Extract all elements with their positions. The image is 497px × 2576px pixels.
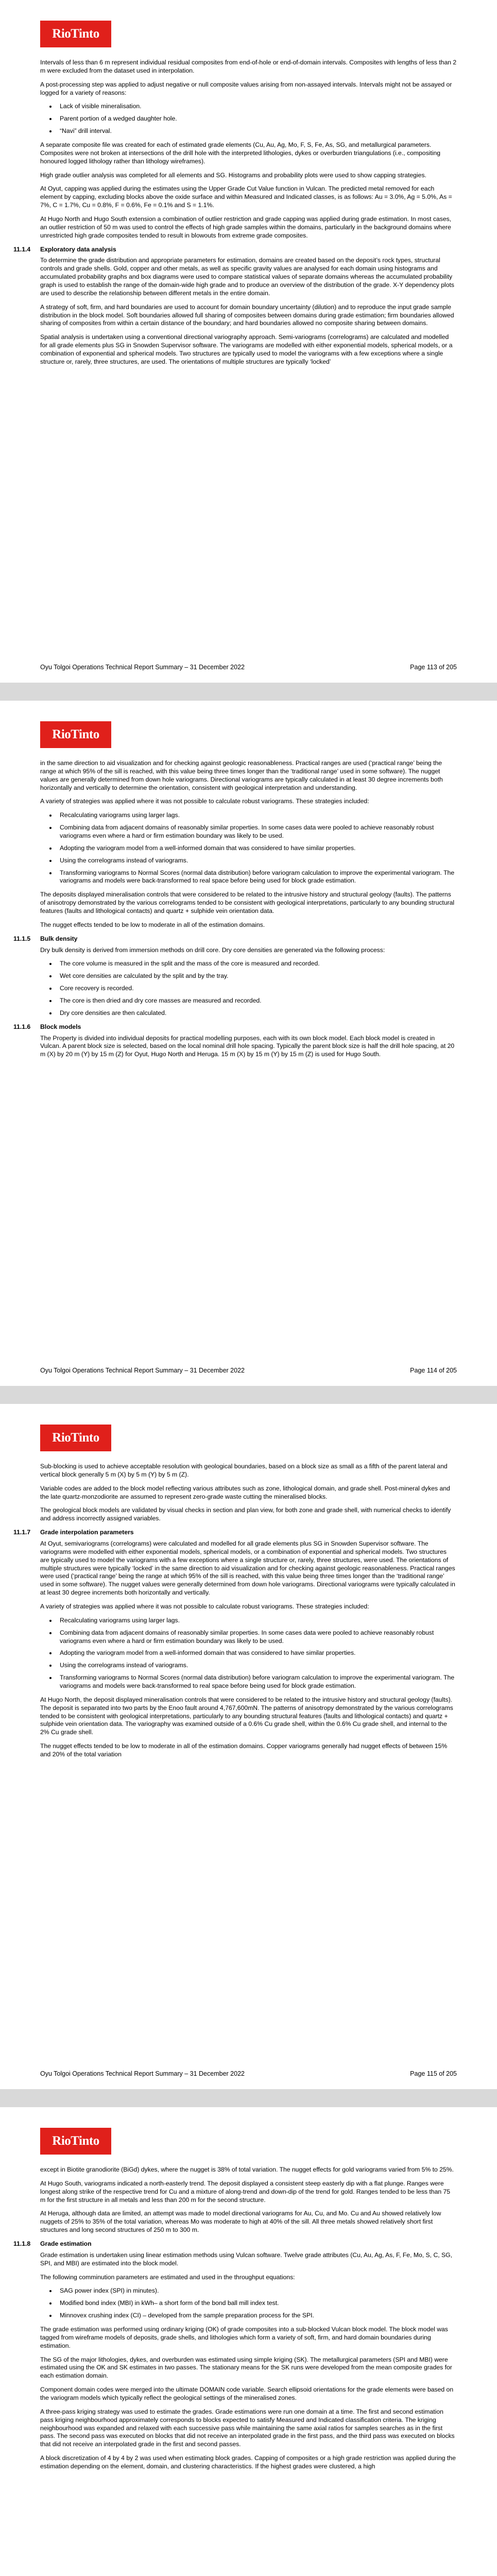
rio-tinto-logo: [40, 2128, 111, 2155]
list-item: • “Navi” drill interval.: [57, 127, 457, 135]
list-item: • SAG power index (SPI) in minutes).: [57, 2287, 457, 2295]
bullet-list: [40, 960, 457, 1017]
report-page-114: [0, 701, 497, 1386]
section-heading: [13, 2240, 457, 2248]
paragraph: Spatial analysis is undertaken using a conventional directional variography approach. Semi-variograms (correlograms) are calculated and modelled for all grade elements plus SG in Snowden Supervisor software. The variograms are modelled with either exponential models, spherical models, or a combination of exponential and spherical models. Two structures are typically used to model the variograms with a few exceptions where a single structure or, rarely, three structures, are used. The orientations of multiple structures are typically ‘locked’: [40, 333, 453, 365]
paragraph: The geological block models are validated by visual checks in section and plan view, for both zone and grade shell, with numerical checks to identify and address incorrectly assigned variables.: [40, 1506, 451, 1522]
section-number: 11.1.5: [13, 935, 31, 942]
paragraph: At Hugo North and Hugo South extension a combination of outlier restriction and grade capping was applied during grade estimation. In most cases, an outlier restriction of 50 m was used to control the effects of high grade samples within the domains, particularly in the background domains where unrestricted high grade composites tended to result in blowouts from extreme grade composites.: [40, 215, 452, 239]
list-item: • Dry core densities are then calculated.: [57, 1009, 457, 1018]
logo-wordmark: [40, 21, 111, 47]
report-page-116: [0, 2107, 497, 2576]
section-title: Bulk density: [40, 935, 78, 942]
section-title: Grade estimation: [40, 2240, 92, 2248]
logo-wordmark: [40, 1425, 111, 1451]
paragraph: Variable codes are added to the block model reflecting various attributes such as zone, lithological domain, and grade shell. Post-mineral dykes and the late quartz-monzodiorite are assumed to represent zero-grade waste cutting the mineralised blocks.: [40, 1484, 450, 1500]
paragraph: Grade estimation is undertaken using linear estimation methods using Vulcan software. Twelve grade attributes (Cu, Au, Ag, As, F, Fe, Mo, S, C, SG, SPI, and MBI) are estimated into the block model.: [40, 2251, 453, 2267]
list-item: • Transforming variograms to Normal Scores (normal data distribution) before variogram calculation to improve the experimental variogram. The variograms and models were back-transformed to real space before being used for block grade estimation.: [57, 1674, 457, 1690]
page-footer: [40, 663, 457, 671]
section-title: Grade interpolation parameters: [40, 1529, 134, 1536]
paragraph: To determine the grade distribution and appropriate parameters for estimation, domains are created based on the deposit’s rock types, structural controls and grade shells. Gold, copper and other metals, as well as specific gravity values are analysed for each domain using histograms and accumulated probability graphs and box diagrams were used to compare statistical values of separate domains whereas the accumulated probability graph is used to establish the range of the domain-wide high grade and to produce an overview of the distribution of the grade. X-Y dependency plots are used to describe the relationship between different metals in the entire domain.: [40, 257, 454, 297]
list-item: • Adopting the variogram model from a well-informed domain that was considered to have similar properties.: [57, 1649, 457, 1657]
report-page-115: [0, 1404, 497, 2089]
bullet-list: [40, 2287, 457, 2320]
paragraph: The SG of the major lithologies, dykes, and overburden was estimated using simple kriging (SK). The metallurgical parameters (SPI and MBI) were estimated using the OK and SK estimates in two passes. The stationary means for the SK runs were developed from the mean composite grades for each estimation domain.: [40, 2355, 452, 2380]
rio-tinto-logo: [40, 721, 111, 748]
list-item: • Combining data from adjacent domains of reasonably similar properties. In some cases data were pooled to achieve reasonably robust variograms even where a hard or firm estimation boundary was likely to be used.: [57, 1629, 457, 1646]
paragraph: High grade outlier analysis was completed for all elements and SG. Histograms and probability plots were used to show capping strategies.: [40, 171, 426, 179]
paragraph: Component domain codes were merged into the ultimate DOMAIN code variable. Search ellipsoid orientations for the grade elements were based on the variogram models which typically reflect the geological settings of the mineralised zones.: [40, 2386, 454, 2402]
paragraph: in the same direction to aid visualization and for checking against geologic reasonableness. Practical ranges are used (‘practical range’ being the range at which 95% of the sill is reached, with this value being three times longer than the ‘traditional range’ used in some software). The nugget values are generally determined from down hole variograms. Directional variograms are typically calculated in at least 30 degree increments both horizontally and vertically to determine the orientation, consistent with geological interpretation and understanding.: [40, 759, 443, 791]
paragraph: A variety of strategies was applied where it was not possible to calculate robust variograms. These strategies included:: [40, 1603, 369, 1611]
section-title: Block models: [40, 1023, 81, 1030]
page-footer: [40, 2070, 457, 2078]
page-footer: [40, 1366, 457, 1375]
bullet-list: [40, 811, 457, 885]
page-body: [13, 759, 457, 1059]
paragraph: At Hugo North, the deposit displayed mineralisation controls that were considered to be related to the intrusive history and structural geology (faults). The deposit is separated into two parts by the Enoo fault around 4,767,600mN. The patterns of anisotropy demonstrated by the various correlograms tended to be consistent with geological interpretations, particularly to any bounding structural features (faults and lithological contacts) and quartz + sulphide vein orientation data. The variography was examined outside of a 0.6% Cu grade shell, within the 0.6% Cu grade shell, and internal to the 2% Cu grade shell.: [40, 1696, 453, 1736]
list-item: • Using the correlograms instead of variograms.: [57, 857, 457, 865]
list-item: • Transforming variograms to Normal Scores (normal data distribution) before variogram calculation to improve the experimental variogram. The variograms and models were back-transformed to real space before being used for block grade estimation.: [57, 869, 457, 886]
section-heading: [13, 1023, 457, 1031]
paragraph: except in Biotite granodiorite (BiGd) dykes, where the nugget is 38% of total variation. The nugget effects for gold variograms varied from 5% to 25%.: [40, 2166, 454, 2173]
footer-report-title: Oyu Tolgoi Operations Technical Report Summary – 31 December 2022: [40, 1366, 245, 1374]
list-item: • Core recovery is recorded.: [57, 985, 457, 993]
footer-page-number: Page 115 of 205: [410, 2070, 457, 2077]
list-item: • Lack of visible mineralisation.: [57, 103, 457, 111]
section-number: 11.1.4: [13, 245, 31, 253]
list-item: • Parent portion of a wedged daughter hole.: [57, 115, 457, 123]
footer-report-title: Oyu Tolgoi Operations Technical Report Summary – 31 December 2022: [40, 663, 245, 671]
logo-text: RioTinto: [52, 1430, 99, 1445]
paragraph: Dry bulk density is derived from immersion methods on drill core. Dry core densities are generated via the following process:: [40, 946, 385, 954]
footer-page-number: Page 113 of 205: [410, 663, 457, 671]
list-item: • Recalculating variograms using larger lags.: [57, 1617, 457, 1625]
report-page-113: [0, 0, 497, 683]
list-item: • Minnovex crushing index (CI) – developed from the sample preparation process for the SPI.: [57, 2312, 457, 2320]
paragraph: Sub-blocking is used to achieve acceptable resolution with geological boundaries, based on a block size as small as a fifth of the parent lateral and vertical block generally 5 m (X) by 5 m (Y) by 5 m (Z).: [40, 1463, 448, 1478]
section-heading: [13, 246, 457, 254]
bullet-list: [40, 103, 457, 135]
paragraph: Intervals of less than 6 m represent individual residual composites from end-of-hole or end-of-domain intervals. Composites with lengths of less than 2 m were excluded from the dataset used in interpolation.: [40, 59, 457, 74]
paragraph: The nugget effects tended to be low to moderate in all of the estimation domains. Copper variograms generally had nugget effects of between 15% and 20% of the total variation: [40, 1742, 448, 1758]
page-body: [13, 1463, 457, 1759]
logo-text: RioTinto: [52, 727, 99, 741]
paragraph: The following comminution parameters are estimated and used in the throughput equations:: [40, 2273, 295, 2281]
section-heading: [13, 935, 457, 943]
paragraph: At Oyut, capping was applied during the estimates using the Upper Grade Cut Value function in Vulcan. The predicted metal removed for each element by capping, excluding blocks above the oxide surface and within Measured and Indicated classes, is as follows: Au = 3.0%, Ag = 5.0%, As = 7%, C = 1.7%, Cu = 0.8%, F = 0.6%, Fe = 0.1% and S = 1.1%.: [40, 185, 452, 209]
section-heading: [13, 1529, 457, 1537]
list-item: • Adopting the variogram model from a well-informed domain that was considered to have similar properties.: [57, 844, 457, 853]
rio-tinto-logo: [40, 21, 111, 47]
list-item: • Wet core densities are calculated by the split and by the tray.: [57, 972, 457, 980]
paragraph: A strategy of soft, firm, and hard boundaries are used to account for domain boundary uncertainty (dilution) and to reproduce the input grade sample distribution in the block model. Soft boundaries allowed full sharing of composites between domains during grade estimation; firm boundaries allowed sharing of composites from within a certain distance of the boundary; and hard boundaries allowed no composite sharing between domains.: [40, 303, 454, 327]
section-title: Exploratory data analysis: [40, 245, 116, 253]
list-item: • Using the correlograms instead of variograms.: [57, 1662, 457, 1670]
list-item: • Modified bond index (MBI) in kWh– a short form of the bond ball mill index test.: [57, 2299, 457, 2308]
paragraph: A post-processing step was applied to adjust negative or null composite values arising from non-assayed intervals. Intervals might not be assayed or logged for a variety of reasons:: [40, 80, 452, 96]
paragraph: The deposits displayed mineralisation controls that were considered to be related to the intrusive history and structural geology (faults). The patterns of anisotropy demonstrated by the various correlograms tended to be consistent with geological interpretations, particularly to any bounding structural features (faults and lithological contacts) and quartz + sulphide vein orientation data.: [40, 891, 455, 915]
list-item: • The core is then dried and dry core masses are measured and recorded.: [57, 997, 457, 1005]
logo-text: RioTinto: [52, 26, 99, 41]
bullet-list: [40, 1617, 457, 1690]
page-body: [13, 59, 457, 366]
footer-report-title: Oyu Tolgoi Operations Technical Report Summary – 31 December 2022: [40, 2070, 245, 2077]
list-item: • Combining data from adjacent domains of reasonably similar properties. In some cases data were pooled to achieve reasonably robust variograms even where a hard or firm estimation boundary was likely to be used.: [57, 824, 457, 840]
paragraph: A block discretization of 4 by 4 by 2 was used when estimating block grades. Capping of composites or a high grade restriction was applied during the estimation depending on the element, domain, and clustering characteristics. If the highest grades were clustered, a high: [40, 2454, 456, 2470]
paragraph: The Property is divided into individual deposits for practical modelling purposes, each with its own block model. Each block model is created in Vulcan. A parent block size is selected, based on the local nominal drill hole spacing. Typically the parent block size is half the drill hole spacing, at 20 m (X) by 20 m (Y) by 15 m (Z) for Oyut, Hugo North and Heruga. 15 m (X) by 15 m (Y) by 15 m (Z) is used for Hugo South.: [40, 1034, 455, 1058]
paragraph: At Hugo South, variograms indicated a north-easterly trend. The deposit displayed a consistent steep easterly dip with a flat plunge. Ranges were longest along strike of the respective trend for Cu and a mixture of along-trend and down-dip of the trend for gold. Ranges tended to be less than 75 m for the first structure in all metals and less than 200 m for the second structure.: [40, 2179, 451, 2204]
paragraph: At Oyut, semivariograms (correlograms) were calculated and modelled for all grade elements plus SG in Snowden Supervisor software. The variograms were modelled with either exponential models, spherical models, or a combination of exponential and spherical models. Two structures are typically used to model the variograms with a few exceptions where a single structure or, rarely, three structures, were used. The orientations of multiple structures were typically ‘locked’ in the same direction to aid visualization and for checking against geologic reasonableness. Practical ranges were used (‘practical range’ being the range at which 95% of the sill is reached, with this value being three times longer than the ‘traditional range’ used in some software). The nugget values were generally determined from down hole variograms. Directional variograms were typically calculated in at least 30 degree increments both horizontally and vertically.: [40, 1540, 455, 1597]
logo-text: RioTinto: [52, 2133, 99, 2148]
rio-tinto-logo: [40, 1425, 111, 1451]
logo-wordmark: [40, 2128, 111, 2155]
section-number: 11.1.6: [13, 1023, 31, 1030]
paragraph: The nugget effects tended to be low to moderate in all of the estimation domains.: [40, 921, 265, 928]
logo-wordmark: [40, 721, 111, 748]
section-number: 11.1.7: [13, 1529, 31, 1536]
paragraph: A separate composite file was created for each of estimated grade elements (Cu, Au, Ag, Mo, F, S, Fe, As, SG, and metallurgical parameters. Composites were not broken at intersections of the drill hole with the interpreted lithologies, dykes or overburden triangulations (i.e., compositing honoured logged lithology rather than lithology wireframes).: [40, 141, 441, 165]
paragraph: The grade estimation was performed using ordinary kriging (OK) of grade composites into a sub-blocked Vulcan block model. The block model was tagged from wireframe models of deposits, grade shells, and lithologies which form a variety of soft, firm, and hard domain boundaries during estimation.: [40, 2326, 448, 2349]
list-item: • Recalculating variograms using larger lags.: [57, 811, 457, 820]
list-item: • The core volume is measured in the split and the mass of the core is measured and recorded.: [57, 960, 457, 968]
section-number: 11.1.8: [13, 2240, 31, 2248]
page-body: [13, 2166, 457, 2471]
footer-page-number: Page 114 of 205: [410, 1366, 457, 1374]
paragraph: At Heruga, although data are limited, an attempt was made to model directional variograms for Au, Cu, and Mo. Cu and Au showed relatively low nuggets of 25% to 35% of the total variation, whereas Mo was moderate to high at 40% of the sill. All three metals showed relatively short first structures and long second structures of 250 m to 300 m.: [40, 2210, 441, 2234]
paragraph: A variety of strategies was applied where it was not possible to calculate robust variograms. These strategies included:: [40, 798, 369, 805]
paragraph: A three-pass kriging strategy was used to estimate the grades. Grade estimations were run one domain at a time. The first and second estimation pass kriging neighbourhood approximately corresponds to blocks expected to satisfy Measured and Indicated classification criteria. The kriging neighbourhood was expanded and relaxed with each successive pass while maintaining the same axial ratios for samples searches as in the first pass. The second pass was executed on blocks that did not receive an interpolated grade in the first pass, and the third pass was executed on blocks that did not receive an interpolated grade in the first and second passes.: [40, 2408, 455, 2448]
